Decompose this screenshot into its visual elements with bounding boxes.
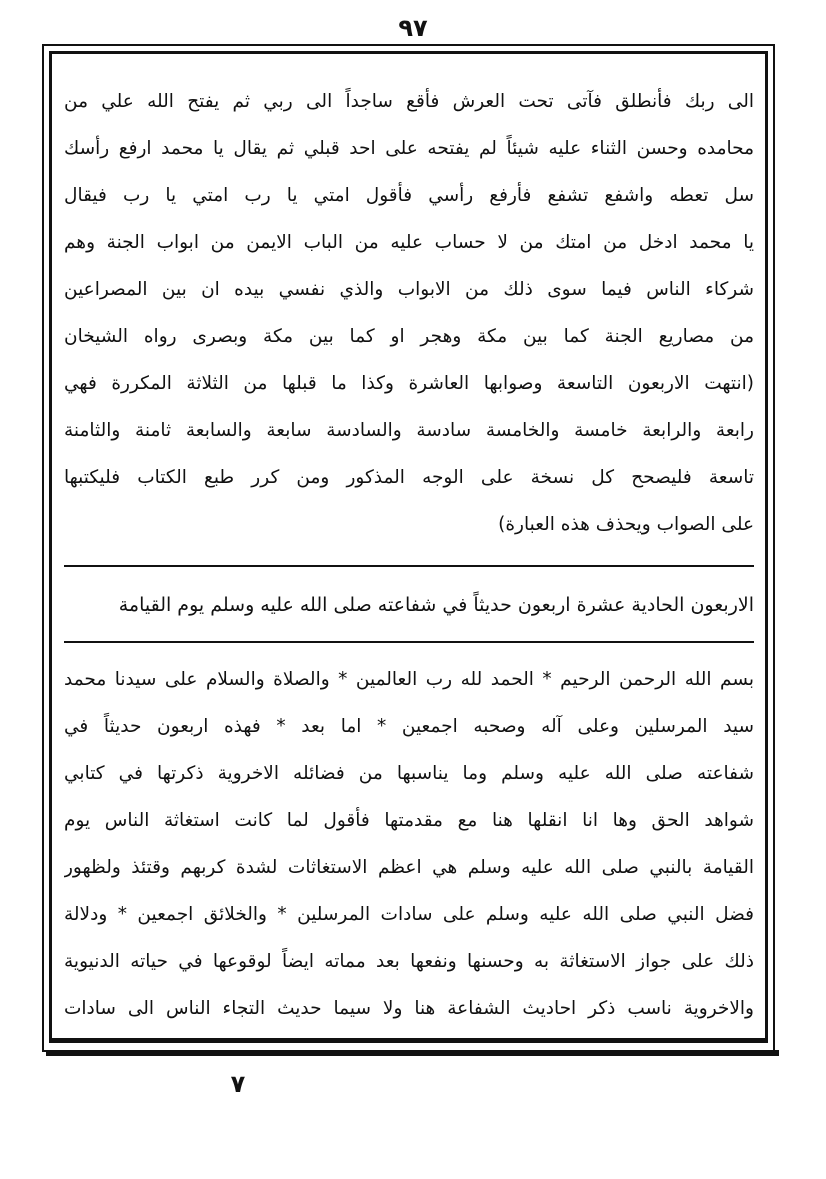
text-line: فضل النبي صلى الله عليه وسلم على سادات المرسلين * والخلائق اجمعين * ودلالة (64, 904, 754, 925)
text-line: القيامة بالنبي صلى الله عليه وسلم هي اعظم الاستغاثات لشدة كربهم وقتئذ ولظهور (64, 857, 754, 878)
text-section-2 (64, 656, 754, 1032)
text-line: سيد المرسلين وعلى آله وصحبه اجمعين * اما بعد * فهذه اربعون حديثاً في (64, 716, 754, 737)
text-line: تاسعة فليصحح كل نسخة على الوجه المذكور ومن كرر طبع الكتاب فليكتبها (64, 467, 754, 488)
text-section-1 (64, 78, 754, 548)
text-line: رابعة والرابعة خامسة والخامسة سادسة والسادسة سابعة والسابعة ثامنة والثامنة (64, 420, 754, 441)
text-line: شواهد الحق وها انا انقلها هنا مع مقدمتها فأقول لما كانت استغاثة الناس يوم (64, 810, 754, 831)
text-line: ذلك على جواز الاستغاثة به وحسنها ونفعها بعد مماته ايضاً لوقوعها في حياته الدنيوية (64, 951, 754, 972)
text-line: على الصواب ويحذف هذه العبارة) (498, 514, 754, 535)
text-line: والاخروية ناسب ذكر احاديث الشفاعة هنا ولا سيما حديث التجاء الناس الى سادات (64, 998, 754, 1019)
page-number-top: ٩٧ (398, 14, 428, 42)
divider-top (64, 565, 754, 567)
divider-bottom (64, 641, 754, 643)
text-line: الى ربك فأنطلق فآتى تحت العرش فأقع ساجداً الى ربي ثم يفتح الله علي من (64, 91, 754, 112)
text-line: من مصاريع الجنة كما بين مكة وهجر او كما بين مكة وبصرى رواه الشيخان (64, 326, 754, 347)
text-line: (انتهت الاربعون التاسعة وصوابها العاشرة وكذا ما قبلها من الثلاثة المكررة فهي (64, 373, 754, 394)
frame-shadow (46, 1050, 779, 1056)
text-line: شفاعته صلى الله عليه وسلم وما يناسبها من فضائله الاخروية ذكرتها في كتابي (64, 763, 754, 784)
text-line: شركاء الناس فيما سوى ذلك من الابواب والذي نفسي بيده ان بين المصراعين (64, 279, 754, 300)
text-line: محامده وحسن الثناء عليه شيئاً لم يفتحه على احد قبلي ثم يقال يا محمد ارفع رأسك (64, 138, 754, 159)
text-line: سل تعطه واشفع تشفع فأرفع رأسي فأقول امتي يا رب امتي يا رب فيقال (64, 185, 754, 206)
page-number-bottom: ٧ (230, 1070, 246, 1098)
section-heading: الاربعون الحادية عشرة اربعون حديثاً في شفاعته صلى الله عليه وسلم يوم القيامة (118, 594, 754, 616)
text-line: يا محمد ادخل من امتك من لا حساب عليه من الباب الايمن من ابواب الجنة وهم (64, 232, 754, 253)
text-line: بسم الله الرحمن الرحيم * الحمد لله رب العالمين * والصلاة والسلام على سيدنا محمد (64, 669, 754, 690)
